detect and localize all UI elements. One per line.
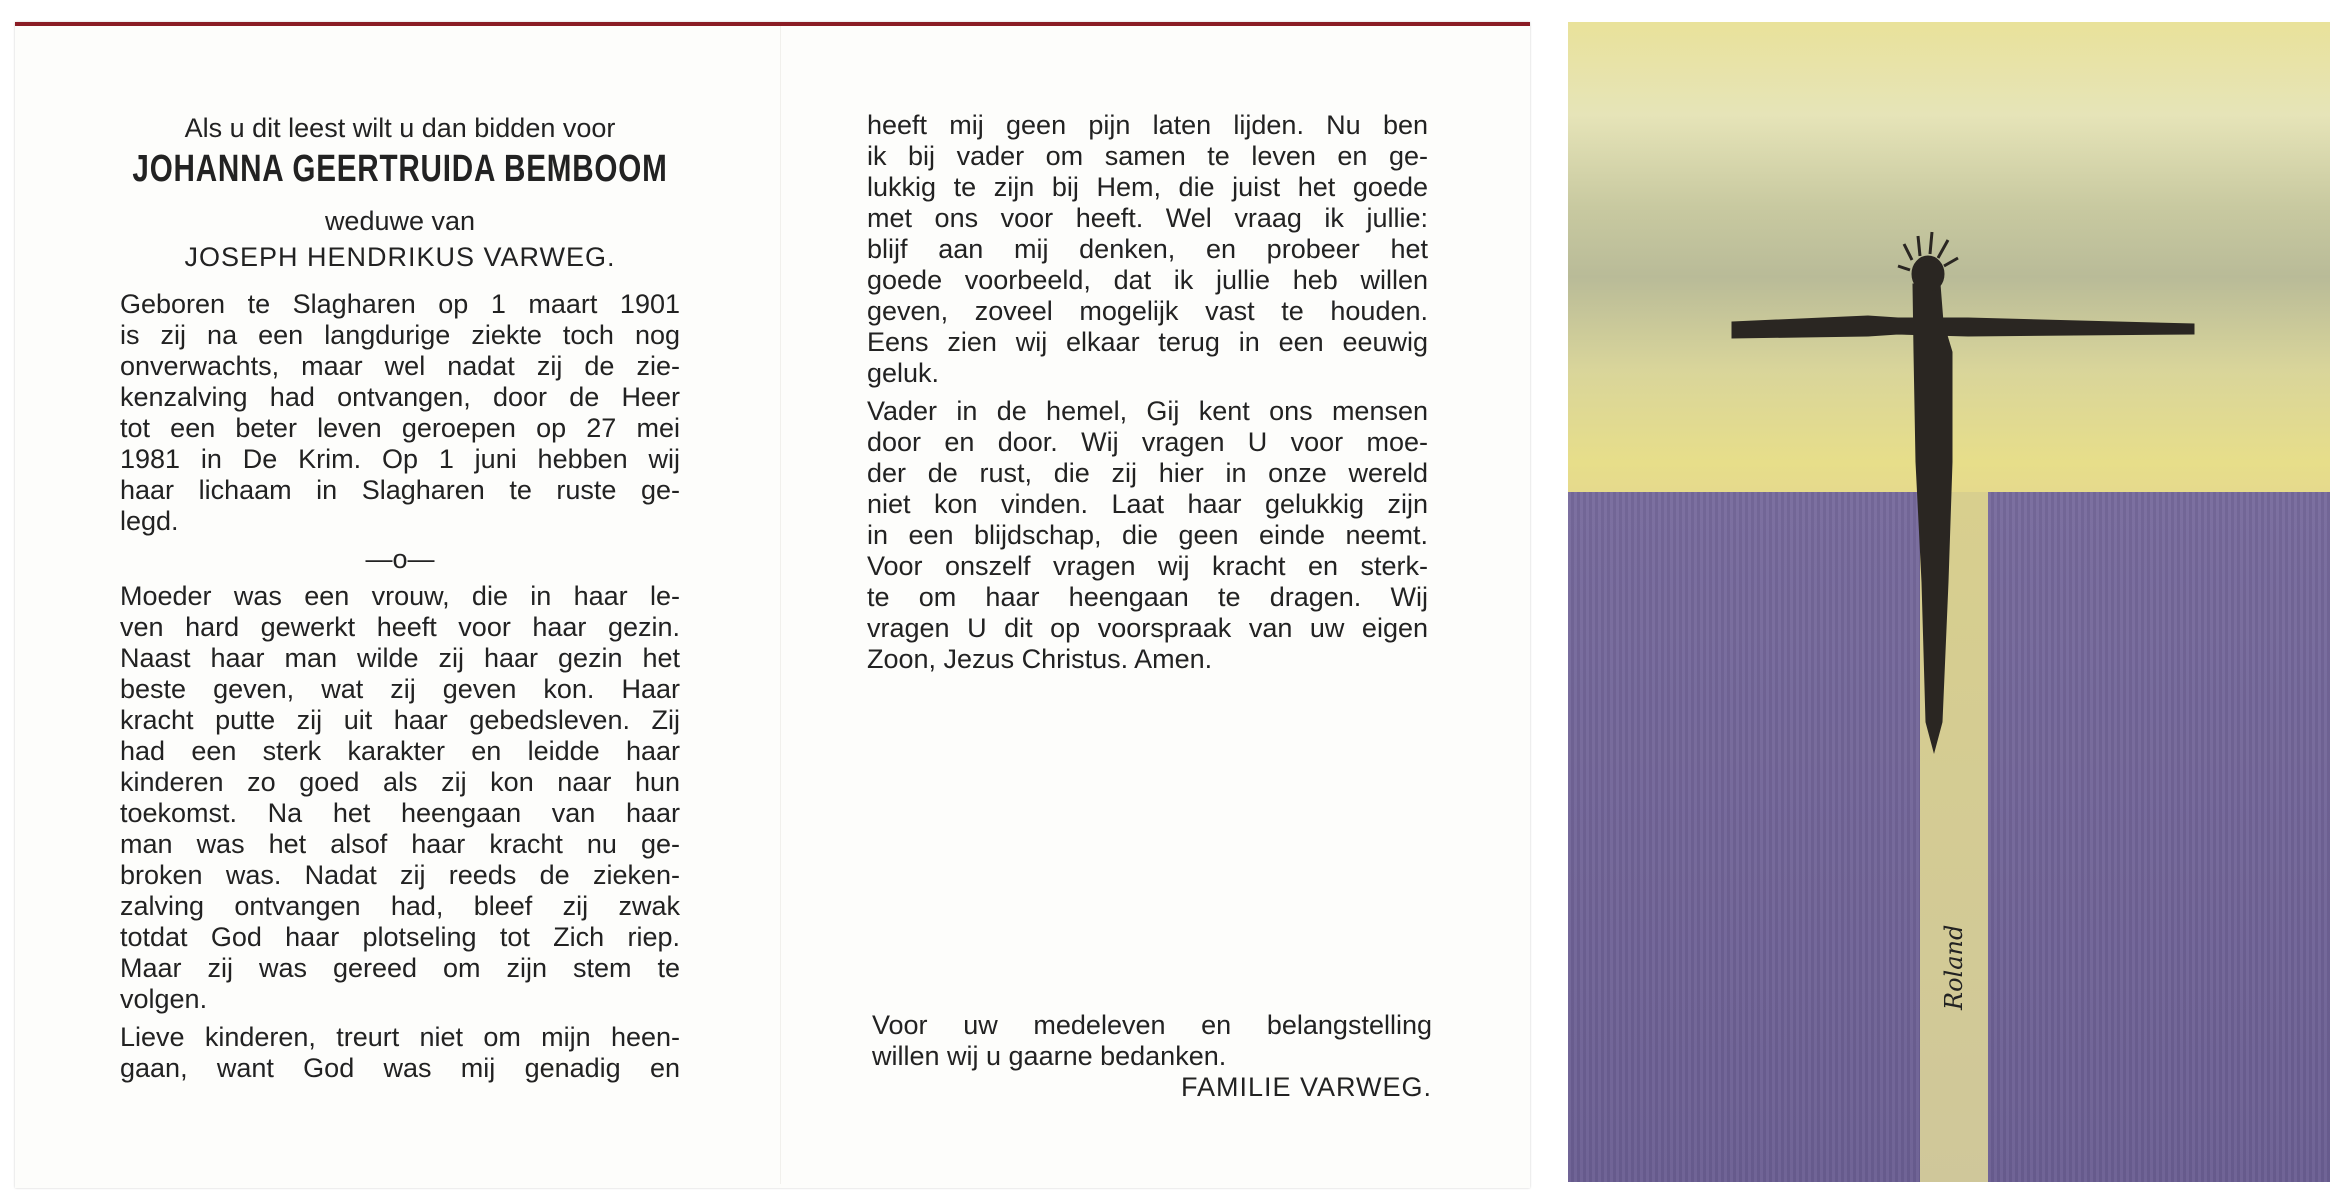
text-line: kenzalving had ontvangen, door de Heer [120, 382, 680, 412]
text-line: heeft mij geen pijn laten lijden. Nu ben [867, 110, 1428, 140]
thanks-text [872, 1010, 1432, 1072]
text-line: Voor uw medeleven en belangstelling [872, 1010, 1432, 1040]
text-line: Eens zien wij elkaar terug in een eeuwig [867, 327, 1428, 357]
text-line: Voor onszelf vragen wij kracht en sterk- [867, 551, 1428, 581]
text-line: Lieve kinderen, treurt niet om mijn heen- [120, 1022, 680, 1052]
text-line: man was het alsof haar kracht nu ge- [120, 829, 680, 859]
text-line: beste geven, wat zij geven kon. Haar [120, 674, 680, 704]
card-fold [780, 26, 781, 1184]
text-line: 1981 in De Krim. Op 1 juni hebben wij [120, 444, 680, 474]
paragraph-prayer [867, 396, 1428, 675]
intro-text: Als u dit leest wilt u dan bidden voor [184, 113, 616, 143]
text-line: onverwachts, maar wel nadat zij de zie- [120, 351, 680, 381]
family-signature: FAMILIE VARWEG. [1180, 1072, 1432, 1102]
text-line: haar lichaam in Slagharen te ruste ge- [120, 475, 680, 505]
text-line: toekomst. Na het heengaan van haar [120, 798, 680, 828]
text-line: Vader in de hemel, Gij kent ons mensen [867, 396, 1428, 426]
text-line: met ons voor heeft. Wel vraag ik jullie: [867, 203, 1428, 233]
text-line: geluk. [867, 358, 940, 388]
text-line: had een sterk karakter en leidde haar [120, 736, 680, 766]
artist-signature: Roland [1940, 924, 1968, 1010]
widow-of-label: weduwe van [324, 206, 476, 236]
text-line: legd. [120, 506, 179, 536]
left-page [120, 112, 680, 1091]
text-line: blijf aan mij denken, en probeer het [867, 234, 1428, 264]
text-line: ik bij vader om samen te leven en ge- [867, 141, 1428, 171]
text-line: broken was. Nadat zij reeds de zieken- [120, 860, 680, 890]
husband-name: JOSEPH HENDRIKUS VARWEG. [184, 242, 616, 272]
text-line: totdat God haar plotseling tot Zich riep. [120, 922, 680, 952]
text-line: Maar zij was gereed om zijn stem te [120, 953, 680, 983]
deceased-name: JOHANNA GEERTRUIDA BEMBOOM [132, 148, 668, 190]
text-line: Zoon, Jezus Christus. Amen. [867, 644, 1213, 674]
text-line: is zij na een langdurige ziekte toch nog [120, 320, 680, 350]
text-line: zalving ontvangen had, bleef zij zwak [120, 891, 680, 921]
text-line: kinderen zo goed als zij kon naar hun [120, 767, 680, 797]
text-line: kracht putte zij uit haar gebedsleven. Zij [120, 705, 680, 735]
text-line: willen wij u gaarne bedanken. [872, 1041, 1227, 1071]
paragraph-children [120, 1022, 680, 1084]
text-line: ven hard gewerkt heeft voor haar gezin. [120, 612, 680, 642]
thanks-block [872, 1010, 1432, 1103]
paragraph-continuation [867, 110, 1428, 389]
paragraph-birth-death [120, 289, 680, 537]
text-line: lukkig te zijn bij Hem, die juist het goede [867, 172, 1428, 202]
text-line: tot een beter leven geroepen op 27 mei [120, 413, 680, 443]
separator: —o— [365, 544, 435, 574]
right-page [867, 110, 1428, 682]
text-line: Naast haar man wilde zij haar gezin het [120, 643, 680, 673]
text-line: volgen. [120, 984, 208, 1014]
text-line: Geboren te Slagharen op 1 maart 1901 [120, 289, 680, 319]
text-line: door en door. Wij vragen U voor moe- [867, 427, 1428, 457]
text-line: te om haar heengaan te dragen. Wij [867, 582, 1428, 612]
text-line: niet kon vinden. Laat haar gelukkig zijn [867, 489, 1428, 519]
text-line: geven, zoveel mogelijk vast te houden. [867, 296, 1428, 326]
text-line: der de rust, die zij hier in onze wereld [867, 458, 1428, 488]
text-line: goede voorbeeld, dat ik jullie heb willen [867, 265, 1428, 295]
paragraph-mother [120, 581, 680, 1015]
text-line: Moeder was een vrouw, die in haar le- [120, 581, 680, 611]
text-line: in een blijdschap, die geen einde neemt. [867, 520, 1428, 550]
text-line: gaan, want God was mij genadig en [120, 1053, 680, 1083]
text-line: vragen U dit op voorspraak van uw eigen [867, 613, 1428, 643]
